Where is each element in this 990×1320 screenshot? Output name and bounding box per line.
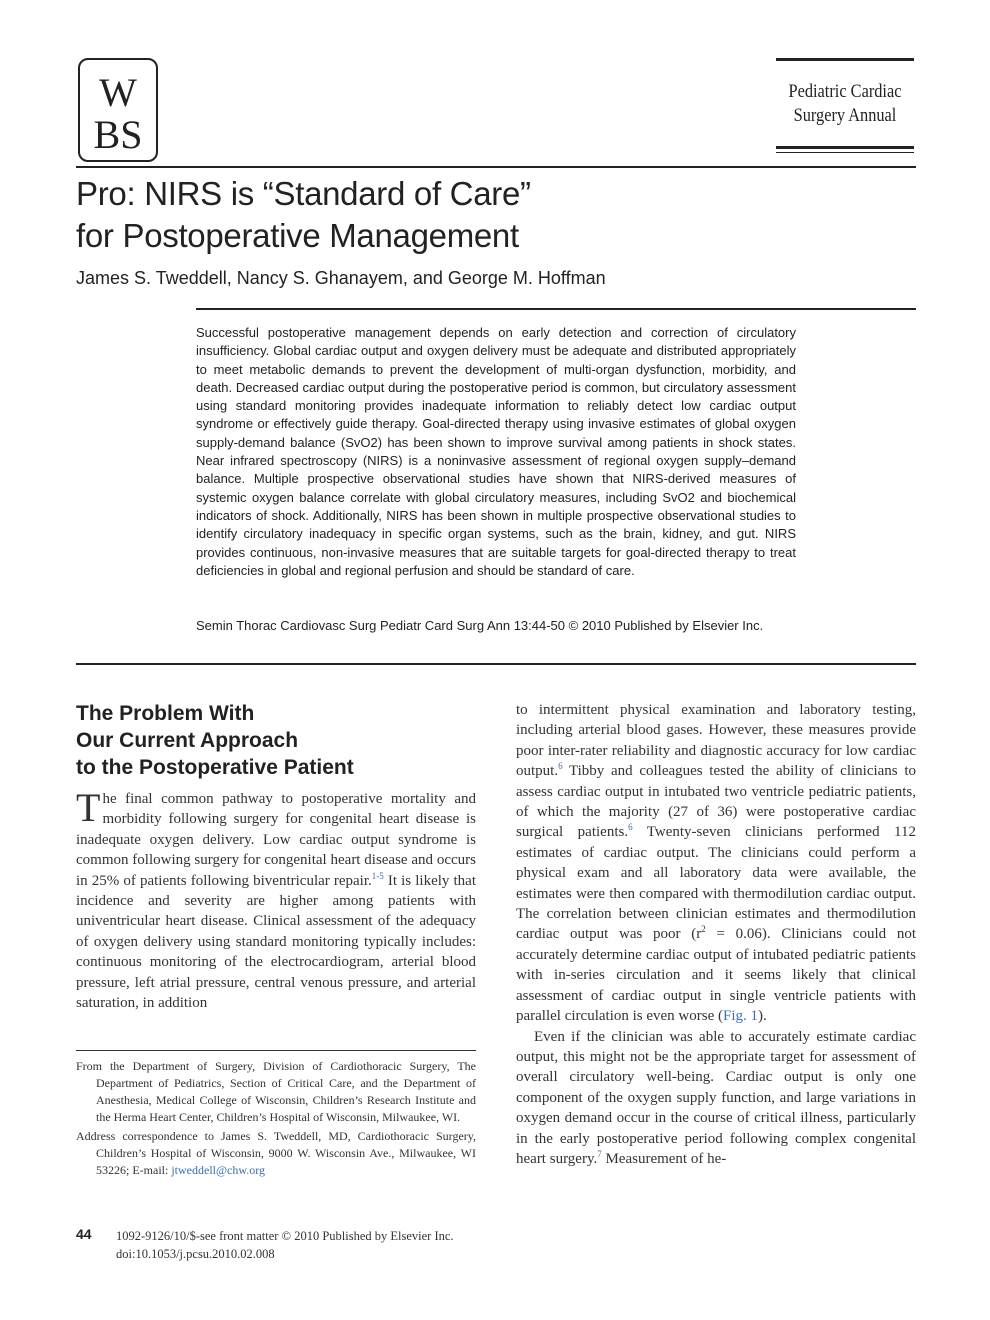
logo-letters-top: W — [99, 70, 137, 115]
right-column-body — [516, 700, 916, 1169]
page-number: 44 — [76, 1226, 92, 1242]
footnotes — [76, 1058, 476, 1181]
figure-link[interactable]: Fig. 1 — [723, 1008, 759, 1025]
right-p1-text-d: = 0.06). Clinicians could not accurately determine cardiac output of intubated pediatric patients with in-series circulation and it seems likely that clinical assessment of cardiac output in single ventricle patients with parallel circulation is even worse ( — [516, 926, 916, 1025]
correspondence-note — [76, 1128, 476, 1179]
drop-cap: T — [76, 785, 101, 830]
left-column-body — [76, 785, 477, 1013]
author-list: James S. Tweddell, Nancy S. Ghanayem, and George M. Hoffman — [76, 268, 606, 288]
right-paragraph-2 — [516, 1027, 916, 1170]
correspondence-text: Address correspondence to James S. Tweddell, MD, Cardiothoracic Surgery, Children’s Hospital of Wisconsin, 9000 W. Wisconsin Ave., Milwaukee, WI 53226; E-mail: — [76, 1129, 476, 1177]
email-link[interactable]: jtweddell@chw.org — [171, 1163, 266, 1177]
wbs-logo-graphic — [80, 60, 156, 160]
affiliation-note: From the Department of Surgery, Division of Cardiothoracic Surgery, The Department of Pediatrics, Section of Critical Care, and the Department of Anesthesia, Medical College of Wisconsin, Children’s Research Institute and the Herma Heart Center, Children’s Hospital of Wisconsin, Milwaukee, WI. — [76, 1059, 476, 1124]
left-paragraph-text-a: he final common pathway to postoperative mortality and morbidity following surgery for congenital heart disease is inadequate oxygen delivery. Low cardiac output syndrome is common following surgery for congenital heart disease and occurs in 25% of patients following biventricular repair. — [76, 791, 476, 889]
article-title-line1: Pro: NIRS is “Standard of Care” — [76, 175, 531, 212]
right-p1-text-b: Tibby and colleagues tested the ability of clinicians to assess cardiac output in intubated two ventricle pediatric patients, of which the majority (27 of 36) were postoperative cardiac surgical patients. — [516, 763, 916, 841]
reference-link[interactable]: 7 — [597, 1148, 602, 1159]
journal-top-rule — [776, 58, 914, 61]
logo-letters-bottom: BS — [93, 112, 143, 157]
journal-name-line2: Surgery Annual — [793, 105, 897, 126]
right-p2-text-b: Measurement of he- — [601, 1150, 727, 1167]
journal-name-line1: Pediatric Cardiac — [788, 81, 902, 102]
section-heading-line3: to the Postoperative Patient — [76, 756, 354, 779]
section-heading-line1: The Problem With — [76, 702, 255, 725]
journal-name — [781, 80, 910, 128]
footer-copyright: 1092-9126/10/$-see front matter © 2010 Published by Elsevier Inc. — [116, 1229, 454, 1243]
journal-logo — [78, 58, 158, 162]
right-p1-text-a: to intermittent physical examination and laboratory testing, including arterial blood gases. However, these measures provide poor inter-rater reliability and diagnostic accuracy for low cardiac output. — [516, 702, 916, 780]
section-heading — [76, 700, 496, 781]
citation: Semin Thorac Cardiovasc Surg Pediatr Card Surg Ann 13:44-50 © 2010 Published by Elsevier Inc. — [196, 618, 764, 633]
reference-link[interactable]: 6 — [628, 822, 633, 833]
abstract-text: Successful postoperative management depends on early detection and correction of circulatory insufficiency. Global cardiac output and oxygen delivery must be adequate and distributed appropriately to meet metabolic demands to prevent the development of multi-organ dysfunction, morbidity, and death. Decreased cardiac output during the postoperative period is common, but circulatory assessment using standard monitoring provides inadequate information to reliably detect low cardiac output syndrome or effectively guide therapy. Goal-directed therapy using invasive estimates of global oxygen supply-demand balance (SvO2) has been shown to improve survival among patients in shock states. Near infrared spectroscopy (NIRS) is a noninvasive assessment of regional oxygen supply–demand balance. Multiple prospective observational studies have shown that NIRS-derived measures of systemic oxygen balance correlate with global circulatory measures, including SvO2 and biochemical indicators of shock. Additionally, NIRS has been shown in multiple prospective observational studies to identify circulatory inadequacy in specific organ systems, such as the brain, kidney, and gut. NIRS provides continuous, non-invasive measures that are suitable targets for goal-directed therapy to treat deficiencies in global and regional perfusion and should be standard of care. — [196, 325, 796, 578]
article-title — [76, 173, 876, 257]
footer-doi: doi:10.1053/j.pcsu.2010.02.008 — [116, 1247, 275, 1261]
reference-link[interactable]: 6 — [558, 761, 563, 772]
footnote-rule — [76, 1050, 476, 1051]
superscript-2: 2 — [701, 924, 706, 935]
left-paragraph-text-b: It is likely that incidence and severity are higher among patients with univentricular heart disease. Clinical assessment of the adequacy of oxygen delivery using standard monitoring typically includes: continuous monitoring of the electrocardiogram, arterial blood pressure, left atrial pressure, central venous pressure, and arterial saturation, in addition — [76, 872, 477, 1012]
title-rule — [76, 166, 916, 168]
journal-bottom-rule — [776, 146, 914, 149]
section-heading-line2: Our Current Approach — [76, 729, 299, 752]
footer-info — [116, 1227, 454, 1263]
abstract-rule-top — [196, 308, 916, 310]
right-p1-text-c: Twenty-seven clinicians performed 112 estimates of cardiac output. The clinicians could perform a physical exam and all laboratory data were available, the estimates were then compared with thermodilution cardiac output. The correlation between clinician estimates and thermodilution cardiac output was poor (r — [516, 824, 916, 943]
abstract — [196, 324, 796, 580]
right-p2-text-a: Even if the clinician was able to accurately estimate cardiac output, this might not be the appropriate target for assessment of overall circulatory well-being. Cardiac output is only one component of the oxygen supply function, and large variations in oxygen demand occur in the course of critical illness, particularly in the early postoperative period following complex congenital heart surgery. — [516, 1028, 916, 1167]
left-paragraph — [76, 785, 477, 1013]
right-paragraph-1 — [516, 700, 916, 1027]
right-p1-text-e: ). — [758, 1008, 767, 1025]
abstract-rule-bottom — [76, 663, 916, 665]
journal-bottom-rule-thin — [776, 152, 914, 153]
reference-link[interactable]: 1-5 — [371, 870, 384, 881]
article-title-line2: for Postoperative Management — [76, 217, 519, 254]
